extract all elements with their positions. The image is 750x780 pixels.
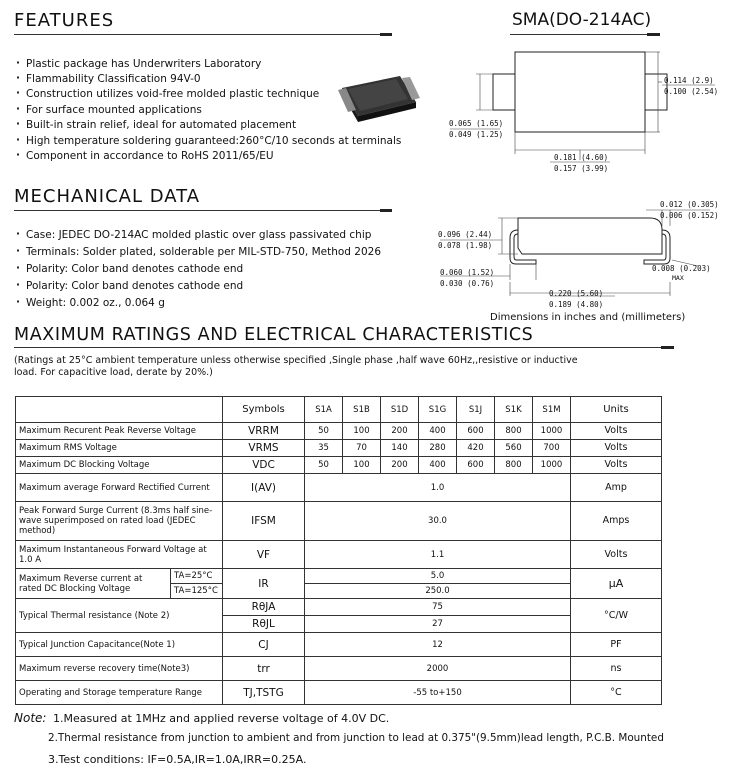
dim-foot-min: 0.030 (0.76) bbox=[440, 279, 495, 288]
row-value: 600 bbox=[457, 457, 495, 474]
row-unit: Amps bbox=[571, 502, 662, 541]
dim-foot-max: 0.060 (1.52) bbox=[440, 268, 495, 277]
ratings-rule bbox=[14, 347, 674, 348]
row-unit: Volts bbox=[571, 440, 662, 457]
row-value: 280 bbox=[419, 440, 457, 457]
row-value: 5.0 bbox=[305, 569, 571, 584]
row-unit: Amp bbox=[571, 474, 662, 502]
row-label: Maximum Reverse current at rated DC Blocking Voltage bbox=[16, 569, 171, 599]
row-value: 1.1 bbox=[305, 541, 571, 569]
table-row bbox=[16, 541, 662, 569]
row-value: 800 bbox=[495, 423, 533, 440]
dim-width-min: 0.157 (3.99) bbox=[554, 164, 609, 173]
note-2: 2.Thermal resistance from junction to ambient and from junction to lead at 0.375"(9.5mm)lead length, P.C.B. Mounted bbox=[48, 732, 664, 744]
features-title: FEATURES bbox=[14, 10, 115, 31]
row-value: 27 bbox=[305, 616, 571, 633]
row-unit: °C bbox=[571, 681, 662, 705]
dim-stand: 0.008 (0.203) bbox=[652, 264, 711, 273]
row-symbol: TJ,TSTG bbox=[223, 681, 305, 705]
header-part: S1J bbox=[457, 397, 495, 423]
row-value: 200 bbox=[381, 457, 419, 474]
dim-width-max: 0.181 (4.60) bbox=[554, 153, 609, 162]
row-value: 1000 bbox=[533, 423, 571, 440]
row-value: 250.0 bbox=[305, 584, 571, 599]
row-condition: TA=25°C bbox=[171, 569, 223, 584]
mechanical-rule-accent bbox=[380, 209, 392, 212]
package-title: SMA(DO-214AC) bbox=[512, 10, 652, 30]
row-symbol: trr bbox=[223, 657, 305, 681]
dim-stand-note: MAX bbox=[672, 274, 684, 282]
table-row bbox=[16, 423, 662, 440]
row-label: Maximum average Forward Rectified Current bbox=[16, 474, 223, 502]
row-label: Typical Thermal resistance (Note 2) bbox=[16, 599, 223, 633]
dim-len-min: 0.189 (4.80) bbox=[549, 300, 604, 309]
row-value: 100 bbox=[343, 457, 381, 474]
row-value: 420 bbox=[457, 440, 495, 457]
ratings-table bbox=[15, 396, 662, 705]
ratings-note-line1: (Ratings at 25°C ambient temperature unless otherwise specified ,Single phase ,half wave 60Hz,,resistive or inductive bbox=[14, 355, 578, 366]
row-value: 35 bbox=[305, 440, 343, 457]
package-rule bbox=[510, 34, 660, 35]
row-value: 140 bbox=[381, 440, 419, 457]
row-label: Typical Junction Capacitance(Note 1) bbox=[16, 633, 223, 657]
table-row bbox=[16, 681, 662, 705]
table-row bbox=[16, 633, 662, 657]
row-value: 560 bbox=[495, 440, 533, 457]
feature-item: · Plastic package has Underwriters Laboratory bbox=[14, 57, 401, 73]
dim-thick-max: 0.012 (0.305) bbox=[660, 200, 719, 209]
row-unit: ns bbox=[571, 657, 662, 681]
table-header-row bbox=[16, 397, 662, 423]
row-value: 70 bbox=[343, 440, 381, 457]
ratings-title: MAXIMUM RATINGS AND ELECTRICAL CHARACTERISTICS bbox=[14, 325, 534, 345]
feature-item: · Flammability Classification 94V-0 bbox=[14, 72, 401, 88]
header-blank bbox=[16, 397, 223, 423]
mechanical-item: · Polarity: Color band denotes cathode end bbox=[14, 278, 381, 295]
note-3: 3.Test conditions: IF=0.5A,IR=1.0A,IRR=0.25A. bbox=[48, 753, 307, 766]
header-part: S1M bbox=[533, 397, 571, 423]
feature-item: · Built-in strain relief, ideal for automated placement bbox=[14, 118, 401, 134]
dim-thick-min: 0.006 (0.152) bbox=[660, 211, 719, 220]
row-label: Maximum Instantaneous Forward Voltage at 1.0 A bbox=[16, 541, 223, 569]
row-value: 1000 bbox=[533, 457, 571, 474]
row-value: 1.0 bbox=[305, 474, 571, 502]
mechanical-list bbox=[14, 227, 381, 312]
mechanical-item: · Terminals: Solder plated, solderable per MIL-STD-750, Method 2026 bbox=[14, 244, 381, 261]
row-value: 400 bbox=[419, 423, 457, 440]
header-units: Units bbox=[571, 397, 662, 423]
row-symbol: I(AV) bbox=[223, 474, 305, 502]
package-rule-accent bbox=[647, 33, 660, 36]
row-unit: µA bbox=[571, 569, 662, 599]
dim-body-max: 0.096 (2.44) bbox=[438, 230, 493, 239]
table-row bbox=[16, 657, 662, 681]
header-part: S1G bbox=[419, 397, 457, 423]
row-symbol: CJ bbox=[223, 633, 305, 657]
row-value: 30.0 bbox=[305, 502, 571, 541]
table-row bbox=[16, 440, 662, 457]
feature-item: · High temperature soldering guaranteed:260°C/10 seconds at terminals bbox=[14, 134, 401, 150]
row-symbol: VDC bbox=[223, 457, 305, 474]
feature-item: · Construction utilizes void-free molded plastic technique bbox=[14, 87, 401, 103]
row-value: 400 bbox=[419, 457, 457, 474]
row-condition: TA=125°C bbox=[171, 584, 223, 599]
features-rule-accent bbox=[380, 33, 392, 36]
row-symbol: RθJA bbox=[223, 599, 305, 616]
ratings-rule-accent bbox=[661, 346, 674, 349]
row-unit: Volts bbox=[571, 457, 662, 474]
row-label: Operating and Storage temperature Range bbox=[16, 681, 223, 705]
row-label: Maximum DC Blocking Voltage bbox=[16, 457, 223, 474]
row-symbol: RθJL bbox=[223, 616, 305, 633]
mechanical-rule bbox=[14, 210, 392, 211]
mechanical-title: MECHANICAL DATA bbox=[14, 186, 201, 207]
row-value: 200 bbox=[381, 423, 419, 440]
table-row bbox=[16, 569, 662, 584]
row-value: 50 bbox=[305, 423, 343, 440]
notes-prefix: Note: bbox=[14, 711, 47, 725]
row-label: Peak Forward Surge Current (8.3ms half sine-wave superimposed on rated load (JEDEC method) bbox=[16, 502, 223, 541]
row-label: Maximum Recurent Peak Reverse Voltage bbox=[16, 423, 223, 440]
row-value: 700 bbox=[533, 440, 571, 457]
dimensions-caption: Dimensions in inches and (millimeters) bbox=[490, 312, 686, 323]
table-row bbox=[16, 502, 662, 541]
dim-lead-min: 0.049 (1.25) bbox=[449, 130, 504, 139]
table-row bbox=[16, 474, 662, 502]
row-symbol: VRMS bbox=[223, 440, 305, 457]
header-part: S1A bbox=[305, 397, 343, 423]
row-value: 2000 bbox=[305, 657, 571, 681]
table-row bbox=[16, 599, 662, 616]
row-symbol: VRRM bbox=[223, 423, 305, 440]
features-rule bbox=[14, 34, 392, 35]
row-symbol: IR bbox=[223, 569, 305, 599]
row-unit: PF bbox=[571, 633, 662, 657]
table-row bbox=[16, 457, 662, 474]
row-value: 800 bbox=[495, 457, 533, 474]
dim-body-min: 0.078 (1.98) bbox=[438, 241, 493, 250]
row-value: -55 to+150 bbox=[305, 681, 571, 705]
row-value: 600 bbox=[457, 423, 495, 440]
row-symbol: IFSM bbox=[223, 502, 305, 541]
feature-item: · Component in accordance to RoHS 2011/65/EU bbox=[14, 149, 401, 165]
row-unit: Volts bbox=[571, 541, 662, 569]
mechanical-item: · Weight: 0.002 oz., 0.064 g bbox=[14, 295, 381, 312]
header-symbols: Symbols bbox=[223, 397, 305, 423]
mechanical-item: · Case: JEDEC DO-214AC molded plastic over glass passivated chip bbox=[14, 227, 381, 244]
row-value: 12 bbox=[305, 633, 571, 657]
ratings-note-line2: load. For capacitive load, derate by 20%.) bbox=[14, 367, 213, 378]
dim-height-min: 0.100 (2.54) bbox=[664, 87, 719, 96]
component-photo bbox=[338, 68, 420, 124]
dim-lead-max: 0.065 (1.65) bbox=[449, 119, 504, 128]
row-label: Maximum RMS Voltage bbox=[16, 440, 223, 457]
row-label: Maximum reverse recovery time(Note3) bbox=[16, 657, 223, 681]
header-part: S1D bbox=[381, 397, 419, 423]
row-value: 100 bbox=[343, 423, 381, 440]
dim-height-max: 0.114 (2.9) bbox=[664, 76, 714, 85]
header-part: S1B bbox=[343, 397, 381, 423]
note-1: 1.Measured at 1MHz and applied reverse voltage of 4.0V DC. bbox=[53, 712, 390, 725]
row-value: 75 bbox=[305, 599, 571, 616]
mechanical-item: · Polarity: Color band denotes cathode end bbox=[14, 261, 381, 278]
feature-item: · For surface mounted applications bbox=[14, 103, 401, 119]
row-unit: Volts bbox=[571, 423, 662, 440]
row-value: 50 bbox=[305, 457, 343, 474]
row-unit: °C/W bbox=[571, 599, 662, 633]
header-part: S1K bbox=[495, 397, 533, 423]
row-symbol: VF bbox=[223, 541, 305, 569]
dim-len-max: 0.220 (5.60) bbox=[549, 289, 604, 298]
